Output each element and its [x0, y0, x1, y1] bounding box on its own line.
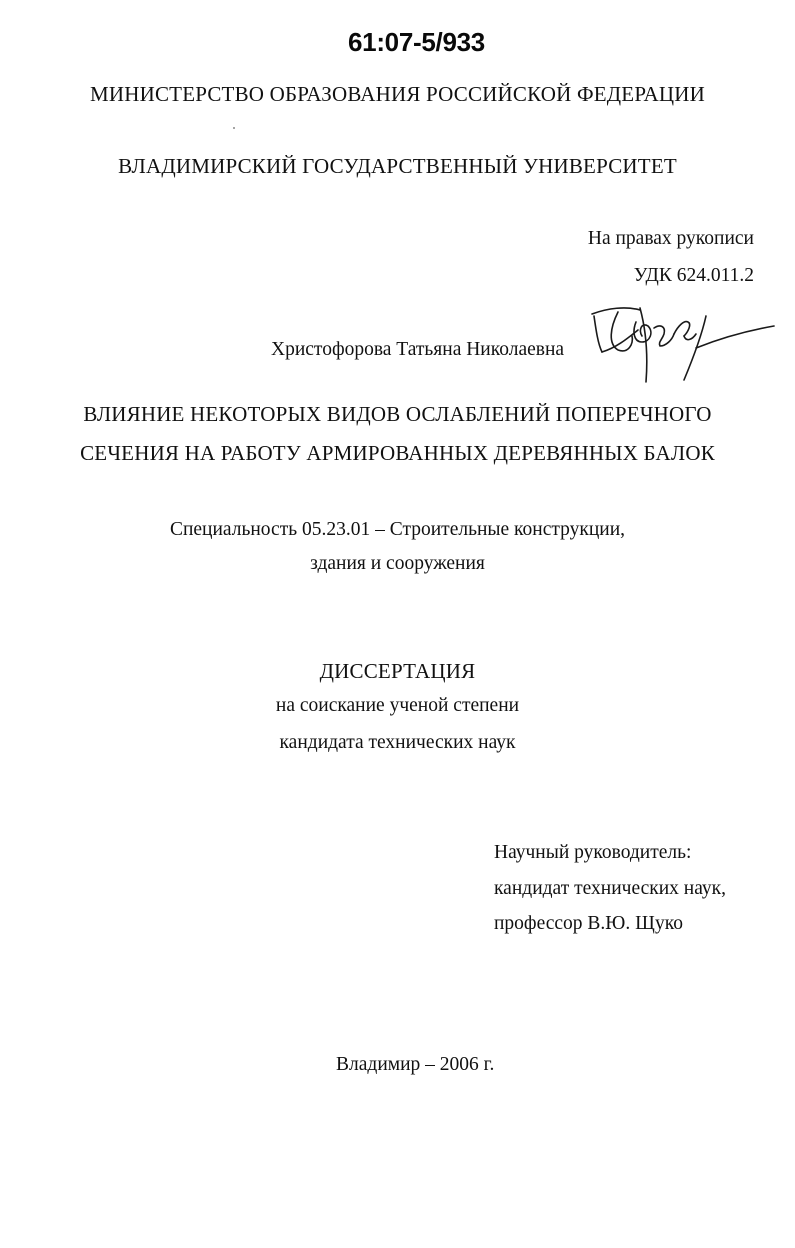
manuscript-rights-note: На правах рукописи	[587, 228, 754, 249]
ministry-heading: МИНИСТЕРСТВО ОБРАЗОВАНИЯ РОССИЙСКОЙ ФЕДЕРАЦИИ	[89, 82, 705, 106]
thesis-title-line-1: ВЛИЯНИЕ НЕКОТОРЫХ ВИДОВ ОСЛАБЛЕНИЙ ПОПЕРЕЧНОГО	[83, 402, 712, 426]
place-and-year: Владимир – 2006 г.	[336, 1054, 495, 1075]
author-name: Христофорова Татьяна Николаевна	[271, 339, 565, 360]
dissertation-heading: ДИССЕРТАЦИЯ	[319, 659, 476, 683]
university-heading: ВЛАДИМИРСКИЙ ГОСУДАРСТВЕННЫЙ УНИВЕРСИТЕТ	[118, 154, 677, 178]
supervisor-name: профессор В.Ю. Щуко	[494, 913, 683, 934]
specialty-line-2: здания и сооружения	[310, 553, 485, 574]
archive-stamp-number: 61:07-5/933	[348, 27, 485, 57]
supervisor-label: Научный руководитель:	[494, 842, 692, 863]
specialty-line-1: Специальность 05.23.01 – Строительные конструкции,	[169, 519, 626, 540]
supervisor-degree: кандидат технических наук,	[494, 878, 726, 899]
degree-purpose-line-1: на соискание ученой степени	[275, 695, 520, 716]
scan-speck	[233, 127, 235, 129]
signature-icon	[588, 300, 780, 390]
thesis-title-line-2: СЕЧЕНИЯ НА РАБОТУ АРМИРОВАННЫХ ДЕРЕВЯННЫХ БАЛОК	[80, 441, 715, 465]
udk-code: УДК 624.011.2	[633, 265, 754, 286]
degree-purpose-line-2: кандидата технических наук	[279, 732, 516, 753]
